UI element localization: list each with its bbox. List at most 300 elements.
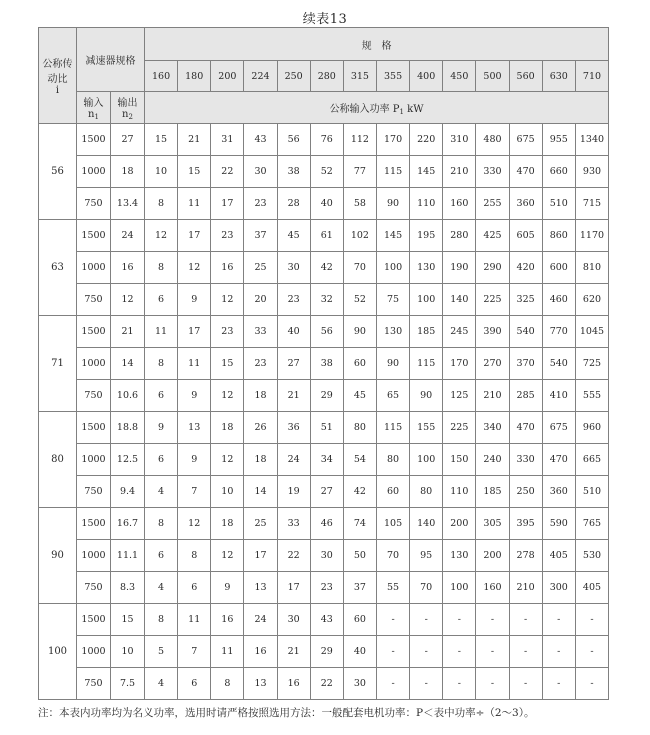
size-header-cell: 355 <box>376 61 409 92</box>
power-cell: 210 <box>443 156 476 188</box>
power-cell: 130 <box>443 540 476 572</box>
power-cell: 33 <box>244 316 277 348</box>
power-cell: 17 <box>178 220 211 252</box>
power-cell: 80 <box>376 444 409 476</box>
power-cell: - <box>575 636 608 668</box>
power-cell: 29 <box>310 380 343 412</box>
power-cell: 27 <box>310 476 343 508</box>
power-cell: 510 <box>575 476 608 508</box>
table-row <box>39 380 609 412</box>
power-cell: 280 <box>443 220 476 252</box>
power-cell: 290 <box>476 252 509 284</box>
power-cell: 960 <box>575 412 608 444</box>
size-header-cell: 200 <box>211 61 244 92</box>
power-cell: 90 <box>410 380 443 412</box>
power-cell: 130 <box>410 252 443 284</box>
power-cell: 15 <box>178 156 211 188</box>
power-cell: 210 <box>509 572 542 604</box>
table-row <box>39 124 609 156</box>
power-cell: - <box>410 604 443 636</box>
ratio-cell: 100 <box>39 604 77 700</box>
power-header: 公称输入功率 $P_1$ kW <box>145 92 609 124</box>
power-cell: 725 <box>575 348 608 380</box>
power-cell: 8 <box>145 604 178 636</box>
input-speed-cell: 1000 <box>77 156 111 188</box>
table-row <box>39 252 609 284</box>
power-cell: 60 <box>343 604 376 636</box>
power-cell: 18 <box>211 508 244 540</box>
table-row <box>39 476 609 508</box>
reducer-spec-header: 减速器规格 <box>77 28 145 92</box>
power-cell: 36 <box>277 412 310 444</box>
input-speed-cell: 1000 <box>77 444 111 476</box>
table-row <box>39 636 609 668</box>
size-header-cell: 710 <box>575 61 608 92</box>
power-cell: - <box>575 604 608 636</box>
power-cell: - <box>410 636 443 668</box>
power-cell: 13 <box>244 668 277 700</box>
power-cell: 185 <box>476 476 509 508</box>
input-speed-cell: 1000 <box>77 348 111 380</box>
power-cell: 52 <box>310 156 343 188</box>
size-header-cell: 180 <box>178 61 211 92</box>
power-cell: - <box>542 668 575 700</box>
input-speed-cell: 1500 <box>77 412 111 444</box>
power-cell: 52 <box>343 284 376 316</box>
power-cell: 8 <box>178 540 211 572</box>
power-cell: 37 <box>244 220 277 252</box>
power-table <box>38 27 609 700</box>
power-cell: 115 <box>376 156 409 188</box>
power-cell: 125 <box>443 380 476 412</box>
input-speed-cell: 750 <box>77 572 111 604</box>
power-cell: 220 <box>410 124 443 156</box>
power-cell: 75 <box>376 284 409 316</box>
power-cell: 74 <box>343 508 376 540</box>
power-cell: 90 <box>376 348 409 380</box>
power-cell: - <box>376 604 409 636</box>
power-cell: 150 <box>443 444 476 476</box>
power-cell: 29 <box>310 636 343 668</box>
power-cell: 240 <box>476 444 509 476</box>
power-cell: - <box>376 636 409 668</box>
power-cell: 34 <box>310 444 343 476</box>
power-cell: 1170 <box>575 220 608 252</box>
power-cell: 370 <box>509 348 542 380</box>
power-cell: 38 <box>277 156 310 188</box>
power-cell: 110 <box>443 476 476 508</box>
power-cell: 45 <box>343 380 376 412</box>
power-cell: 18 <box>244 444 277 476</box>
power-cell: 675 <box>542 412 575 444</box>
input-speed-cell: 1500 <box>77 316 111 348</box>
power-cell: 30 <box>343 668 376 700</box>
power-cell: 54 <box>343 444 376 476</box>
power-cell: 555 <box>575 380 608 412</box>
power-cell: 11 <box>178 188 211 220</box>
power-cell: 105 <box>376 508 409 540</box>
power-cell: 14 <box>244 476 277 508</box>
power-cell: 470 <box>542 444 575 476</box>
power-cell: 16 <box>244 636 277 668</box>
table-row <box>39 444 609 476</box>
power-cell: 285 <box>509 380 542 412</box>
power-cell: 250 <box>509 476 542 508</box>
power-cell: 16 <box>277 668 310 700</box>
table-row <box>39 220 609 252</box>
power-cell: 140 <box>410 508 443 540</box>
power-cell: 100 <box>410 284 443 316</box>
power-cell: - <box>476 636 509 668</box>
power-cell: 12 <box>211 380 244 412</box>
power-cell: - <box>443 604 476 636</box>
power-cell: 9 <box>178 380 211 412</box>
ratio-cell: 80 <box>39 412 77 508</box>
power-cell: 130 <box>376 316 409 348</box>
power-cell: 27 <box>277 348 310 380</box>
power-cell: 540 <box>542 348 575 380</box>
power-cell: 65 <box>376 380 409 412</box>
output-speed-cell: 14 <box>111 348 145 380</box>
size-header-cell: 400 <box>410 61 443 92</box>
power-cell: 245 <box>443 316 476 348</box>
power-cell: 26 <box>244 412 277 444</box>
power-cell: 43 <box>310 604 343 636</box>
table-row <box>39 540 609 572</box>
power-cell: 19 <box>277 476 310 508</box>
power-cell: 17 <box>277 572 310 604</box>
power-cell: 42 <box>343 476 376 508</box>
power-cell: 25 <box>244 252 277 284</box>
power-cell: 50 <box>343 540 376 572</box>
power-cell: 17 <box>178 316 211 348</box>
power-cell: 8 <box>145 348 178 380</box>
output-speed-cell: 11.1 <box>111 540 145 572</box>
power-cell: 930 <box>575 156 608 188</box>
power-cell: 145 <box>376 220 409 252</box>
power-cell: 540 <box>509 316 542 348</box>
power-cell: 9 <box>178 284 211 316</box>
power-cell: 305 <box>476 508 509 540</box>
table-row <box>39 508 609 540</box>
power-cell: 620 <box>575 284 608 316</box>
power-cell: 31 <box>211 124 244 156</box>
table-caption: 续表13 <box>302 12 348 27</box>
power-cell: 45 <box>277 220 310 252</box>
input-speed-cell: 1000 <box>77 636 111 668</box>
power-cell: 112 <box>343 124 376 156</box>
power-cell: 51 <box>310 412 343 444</box>
power-cell: 170 <box>376 124 409 156</box>
power-cell: 8 <box>145 508 178 540</box>
power-cell: 20 <box>244 284 277 316</box>
ratio-header-line: 公称传 <box>42 59 73 70</box>
power-cell: 410 <box>542 380 575 412</box>
power-cell: 10 <box>145 156 178 188</box>
power-cell: 55 <box>376 572 409 604</box>
power-cell: 38 <box>310 348 343 380</box>
power-cell: 58 <box>343 188 376 220</box>
power-cell: - <box>509 668 542 700</box>
power-cell: 8 <box>145 188 178 220</box>
power-cell: 15 <box>145 124 178 156</box>
power-cell: 30 <box>310 540 343 572</box>
power-cell: 590 <box>542 508 575 540</box>
power-cell: 310 <box>443 124 476 156</box>
spec-header: 规 格 <box>145 28 609 61</box>
power-cell: 160 <box>476 572 509 604</box>
power-cell: 110 <box>410 188 443 220</box>
power-cell: 860 <box>542 220 575 252</box>
power-cell: 40 <box>343 636 376 668</box>
power-cell: 11 <box>145 316 178 348</box>
power-cell: 21 <box>277 380 310 412</box>
power-cell: 200 <box>443 508 476 540</box>
power-cell: 770 <box>542 316 575 348</box>
power-cell: 185 <box>410 316 443 348</box>
size-header-cell: 250 <box>277 61 310 92</box>
input-speed-cell: 750 <box>77 188 111 220</box>
power-cell: 715 <box>575 188 608 220</box>
power-cell: 100 <box>376 252 409 284</box>
power-cell: - <box>542 636 575 668</box>
power-cell: 600 <box>542 252 575 284</box>
power-cell: 810 <box>575 252 608 284</box>
output-speed-cell: 12.5 <box>111 444 145 476</box>
ratio-header <box>39 28 77 124</box>
power-cell: 12 <box>211 284 244 316</box>
input-speed-cell: 750 <box>77 380 111 412</box>
power-cell: 90 <box>376 188 409 220</box>
power-cell: 21 <box>178 124 211 156</box>
power-cell: 17 <box>244 540 277 572</box>
ratio-cell: 63 <box>39 220 77 316</box>
power-cell: 70 <box>343 252 376 284</box>
power-cell: 9 <box>211 572 244 604</box>
power-cell: - <box>476 668 509 700</box>
power-cell: 40 <box>277 316 310 348</box>
input-label: 输入 <box>83 98 104 109</box>
output-speed-cell: 12 <box>111 284 145 316</box>
power-cell: 80 <box>410 476 443 508</box>
power-cell: 225 <box>443 412 476 444</box>
power-cell: 330 <box>509 444 542 476</box>
output-speed-cell: 21 <box>111 316 145 348</box>
power-cell: 61 <box>310 220 343 252</box>
power-cell: 470 <box>509 412 542 444</box>
power-cell: 9 <box>145 412 178 444</box>
power-cell: 470 <box>509 156 542 188</box>
power-cell: - <box>443 668 476 700</box>
output-speed-cell: 7.5 <box>111 668 145 700</box>
output-speed-cell: 8.3 <box>111 572 145 604</box>
output-speed-cell: 13.4 <box>111 188 145 220</box>
power-cell: 5 <box>145 636 178 668</box>
power-cell: 270 <box>476 348 509 380</box>
power-cell: 330 <box>476 156 509 188</box>
power-cell: 23 <box>244 188 277 220</box>
table-row <box>39 668 609 700</box>
output-speed-cell: 10.6 <box>111 380 145 412</box>
power-cell: 70 <box>410 572 443 604</box>
power-cell: - <box>443 636 476 668</box>
power-cell: 90 <box>343 316 376 348</box>
size-header-cell: 450 <box>443 61 476 92</box>
power-cell: 22 <box>211 156 244 188</box>
table-row <box>39 572 609 604</box>
power-cell: 675 <box>509 124 542 156</box>
power-cell: 23 <box>310 572 343 604</box>
power-cell: 23 <box>277 284 310 316</box>
power-cell: 190 <box>443 252 476 284</box>
power-cell: 6 <box>145 444 178 476</box>
power-cell: 200 <box>476 540 509 572</box>
size-header-cell: 280 <box>310 61 343 92</box>
power-cell: 6 <box>145 380 178 412</box>
power-cell: 4 <box>145 476 178 508</box>
ratio-cell: 71 <box>39 316 77 412</box>
power-cell: 460 <box>542 284 575 316</box>
power-cell: 11 <box>178 604 211 636</box>
size-header-cell: 500 <box>476 61 509 92</box>
power-cell: 4 <box>145 572 178 604</box>
table-row <box>39 156 609 188</box>
power-cell: 30 <box>277 252 310 284</box>
power-cell: 665 <box>575 444 608 476</box>
power-cell: 37 <box>343 572 376 604</box>
power-cell: 15 <box>211 348 244 380</box>
table-row <box>39 604 609 636</box>
input-speed-cell: 750 <box>77 476 111 508</box>
power-cell: 102 <box>343 220 376 252</box>
power-cell: 765 <box>575 508 608 540</box>
power-cell: 11 <box>178 348 211 380</box>
output-speed-cell: 9.4 <box>111 476 145 508</box>
output-speed-cell: 18.8 <box>111 412 145 444</box>
input-speed-cell: 750 <box>77 668 111 700</box>
power-cell: 210 <box>476 380 509 412</box>
power-cell: 9 <box>178 444 211 476</box>
output-speed-cell: 24 <box>111 220 145 252</box>
power-cell: 4 <box>145 668 178 700</box>
table-row <box>39 348 609 380</box>
power-cell: 170 <box>443 348 476 380</box>
power-cell: 100 <box>410 444 443 476</box>
power-cell: 12 <box>145 220 178 252</box>
power-cell: 60 <box>343 348 376 380</box>
power-cell: - <box>509 636 542 668</box>
power-cell: 390 <box>476 316 509 348</box>
power-cell: 660 <box>542 156 575 188</box>
power-cell: 1340 <box>575 124 608 156</box>
power-cell: 7 <box>178 636 211 668</box>
power-cell: 22 <box>277 540 310 572</box>
input-speed-cell: 1000 <box>77 540 111 572</box>
power-cell: 8 <box>211 668 244 700</box>
table-row <box>39 284 609 316</box>
power-cell: 395 <box>509 508 542 540</box>
output-speed-cell: 27 <box>111 124 145 156</box>
power-cell: 17 <box>211 188 244 220</box>
power-cell: 56 <box>310 316 343 348</box>
power-cell: - <box>575 668 608 700</box>
power-cell: 11 <box>211 636 244 668</box>
power-cell: 16 <box>211 604 244 636</box>
power-cell: 145 <box>410 156 443 188</box>
power-cell: 30 <box>277 604 310 636</box>
power-cell: 43 <box>244 124 277 156</box>
power-cell: 300 <box>542 572 575 604</box>
size-header-cell: 315 <box>343 61 376 92</box>
power-cell: 8 <box>145 252 178 284</box>
input-speed-cell: 1500 <box>77 508 111 540</box>
power-cell: 480 <box>476 124 509 156</box>
power-cell: 24 <box>277 444 310 476</box>
power-cell: 195 <box>410 220 443 252</box>
output-speed-cell: 16 <box>111 252 145 284</box>
input-speed-cell: 1500 <box>77 124 111 156</box>
size-header-cell: 560 <box>509 61 542 92</box>
ratio-cell: 56 <box>39 124 77 220</box>
power-cell: 46 <box>310 508 343 540</box>
power-cell: - <box>509 604 542 636</box>
power-cell: 23 <box>211 316 244 348</box>
power-cell: 12 <box>178 508 211 540</box>
power-cell: 140 <box>443 284 476 316</box>
power-cell: 12 <box>178 252 211 284</box>
power-cell: 360 <box>542 476 575 508</box>
power-cell: 23 <box>211 220 244 252</box>
input-speed-header <box>77 92 111 124</box>
input-speed-cell: 750 <box>77 284 111 316</box>
power-cell: 40 <box>310 188 343 220</box>
power-cell: 42 <box>310 252 343 284</box>
power-cell: 25 <box>244 508 277 540</box>
output-speed-cell: 18 <box>111 156 145 188</box>
power-cell: 30 <box>244 156 277 188</box>
power-cell: 56 <box>277 124 310 156</box>
power-cell: - <box>410 668 443 700</box>
power-cell: 77 <box>343 156 376 188</box>
power-cell: 7 <box>178 476 211 508</box>
power-cell: 32 <box>310 284 343 316</box>
power-cell: 6 <box>145 540 178 572</box>
power-cell: 21 <box>277 636 310 668</box>
power-cell: 255 <box>476 188 509 220</box>
power-cell: 325 <box>509 284 542 316</box>
input-symbol: $n_1$ <box>88 109 99 121</box>
size-header-cell: 630 <box>542 61 575 92</box>
output-speed-header <box>111 92 145 124</box>
power-cell: 6 <box>178 572 211 604</box>
power-cell: 360 <box>509 188 542 220</box>
table-row <box>39 316 609 348</box>
power-cell: 115 <box>410 348 443 380</box>
power-cell: 16 <box>211 252 244 284</box>
power-cell: 6 <box>178 668 211 700</box>
power-cell: 160 <box>443 188 476 220</box>
output-speed-cell: 10 <box>111 636 145 668</box>
power-cell: 76 <box>310 124 343 156</box>
ratio-header-line: 动比 <box>47 74 68 85</box>
power-cell: 530 <box>575 540 608 572</box>
power-cell: 115 <box>376 412 409 444</box>
table-row <box>39 188 609 220</box>
power-cell: 225 <box>476 284 509 316</box>
power-cell: 60 <box>376 476 409 508</box>
input-speed-cell: 1000 <box>77 252 111 284</box>
power-cell: 155 <box>410 412 443 444</box>
